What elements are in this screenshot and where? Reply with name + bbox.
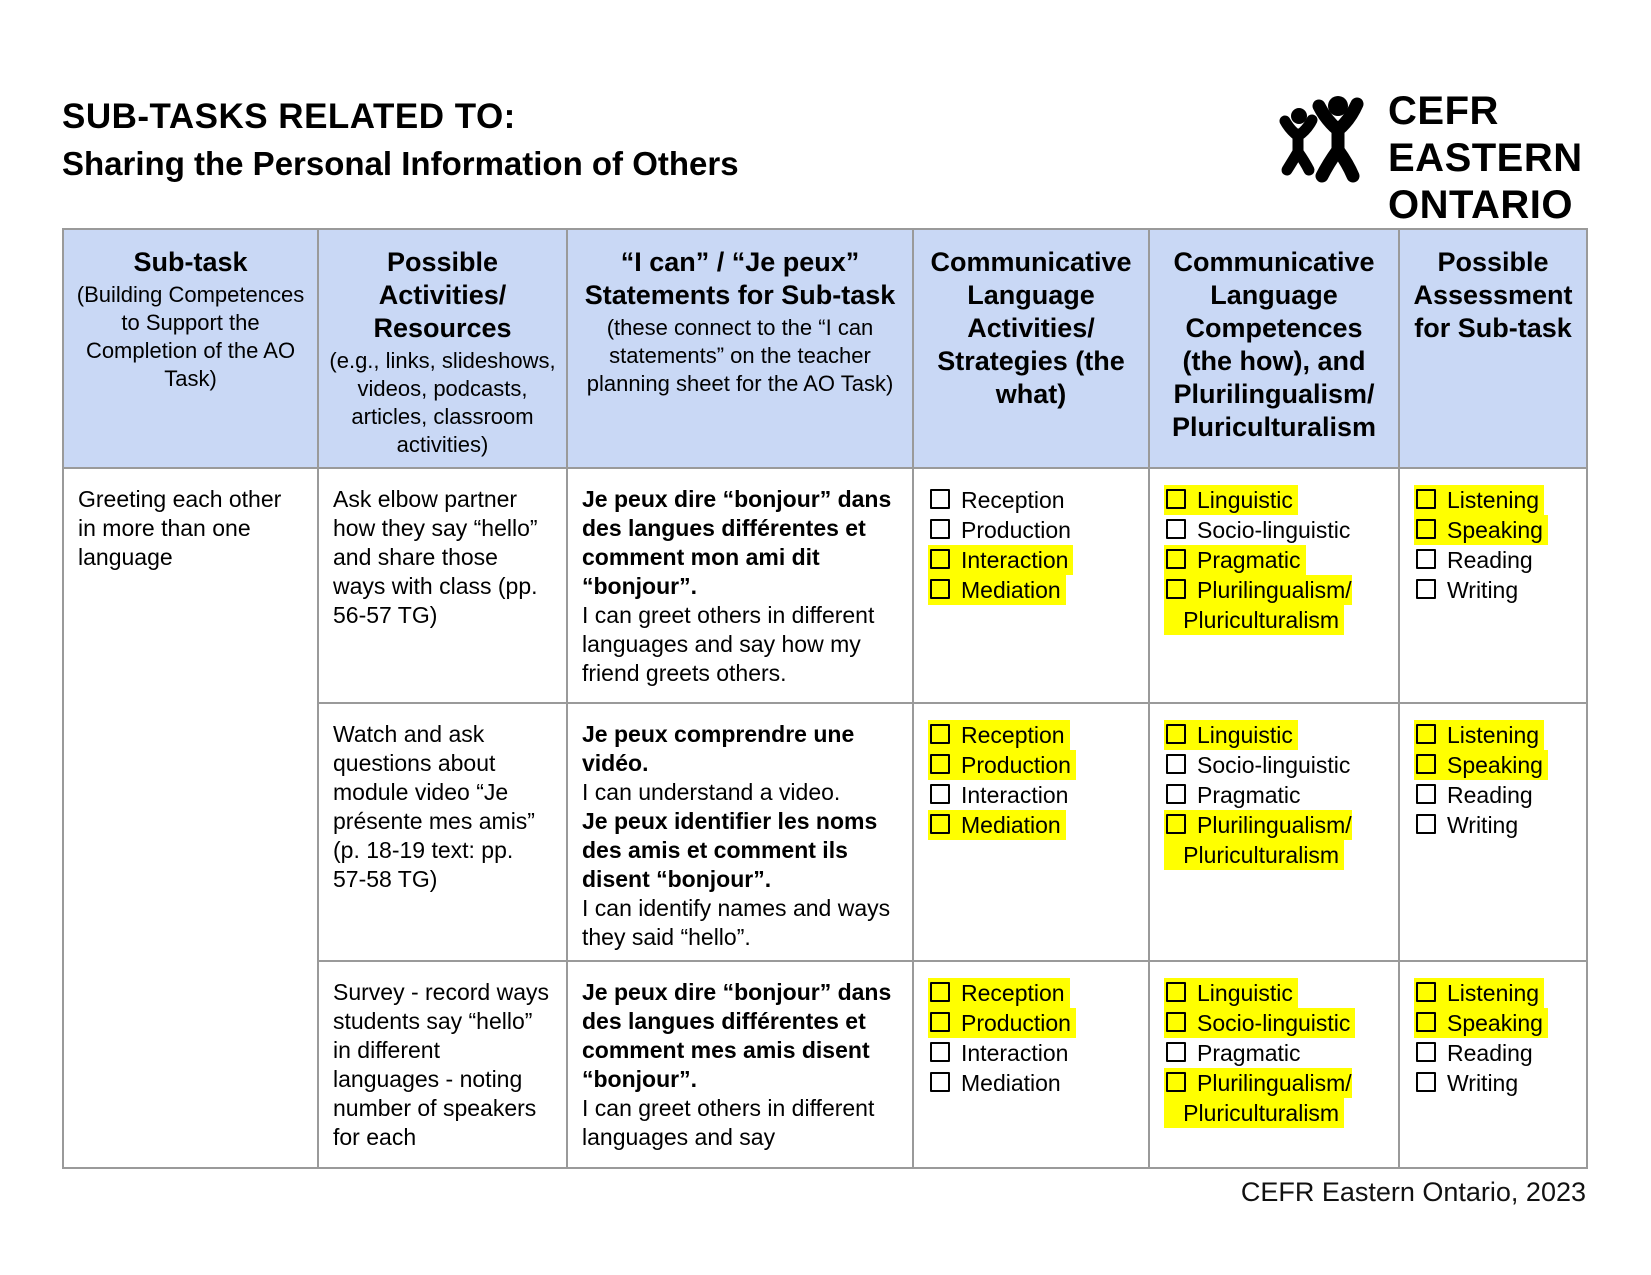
checkbox-icon[interactable] <box>1166 489 1186 509</box>
cell-statements <box>567 961 913 1168</box>
checkbox-icon[interactable] <box>1166 1072 1186 1092</box>
checklist-item <box>1414 515 1572 545</box>
option: Interaction <box>928 780 1073 810</box>
checklist-item <box>928 1008 1134 1038</box>
statement-french: Je peux dire “bonjour” dans des langues différentes et comment mes amis disent “bonjour”. <box>582 979 892 1092</box>
statement-english: I can greet others in different languages and say how my friend greets others. <box>582 602 875 686</box>
highlighted-option: Linguistic <box>1164 720 1298 750</box>
checkbox-icon[interactable] <box>1416 784 1436 804</box>
cell-assessment <box>1399 468 1587 703</box>
checkbox-icon[interactable] <box>930 1042 950 1062</box>
checkbox-icon[interactable] <box>930 982 950 1002</box>
cell-assessment <box>1399 703 1587 961</box>
checklist-item <box>928 545 1134 575</box>
checkbox-icon[interactable] <box>1166 814 1186 834</box>
highlighted-option: Listening <box>1414 720 1544 750</box>
checklist-item <box>1164 575 1384 635</box>
header-title: Communicative Language Activities/ Strategies (the what) <box>930 247 1132 409</box>
highlighted-option: Reception <box>928 978 1070 1008</box>
header-title: Sub-task <box>133 247 248 277</box>
checklist-item <box>928 575 1134 605</box>
highlighted-option: Listening <box>1414 485 1544 515</box>
option: Pragmatic <box>1164 780 1306 810</box>
cell-competences <box>1149 468 1399 703</box>
checkbox-icon[interactable] <box>1416 489 1436 509</box>
highlighted-option: Speaking <box>1414 1008 1548 1038</box>
checkbox-icon[interactable] <box>1416 1072 1436 1092</box>
checklist-item <box>1414 1068 1572 1098</box>
checkbox-icon[interactable] <box>1416 1042 1436 1062</box>
highlighted-option: Linguistic <box>1164 978 1298 1008</box>
checklist-item <box>1414 780 1572 810</box>
checkbox-icon[interactable] <box>1416 724 1436 744</box>
option: Interaction <box>928 1038 1073 1068</box>
header-ican-statements <box>567 229 913 468</box>
checkbox-icon[interactable] <box>1416 814 1436 834</box>
checkbox-icon[interactable] <box>930 579 950 599</box>
header-assessment <box>1399 229 1587 468</box>
cell-competences <box>1149 961 1399 1168</box>
checkbox-icon[interactable] <box>930 724 950 744</box>
header-subtask <box>63 229 318 468</box>
checkbox-icon[interactable] <box>1166 519 1186 539</box>
checkbox-icon[interactable] <box>930 1072 950 1092</box>
cell-language-activities <box>913 468 1149 703</box>
cell-competences <box>1149 703 1399 961</box>
option: Reading <box>1414 780 1538 810</box>
checklist-item <box>1164 978 1384 1008</box>
checklist-item <box>1414 575 1572 605</box>
checklist-item <box>928 485 1134 515</box>
checklist-item <box>928 515 1134 545</box>
highlighted-option: Pragmatic <box>1164 545 1306 575</box>
checkbox-icon[interactable] <box>930 489 950 509</box>
checkbox-icon[interactable] <box>1166 1042 1186 1062</box>
highlighted-option: Mediation <box>928 810 1066 840</box>
checkbox-icon[interactable] <box>930 519 950 539</box>
page-title-line2: Sharing the Personal Information of Others <box>62 145 739 182</box>
statement-french: Je peux identifier les noms des amis et comment ils disent “bonjour”. <box>582 808 878 892</box>
header-title: “I can” / “Je peux” Statements for Sub-task <box>584 247 896 310</box>
option: Reception <box>928 485 1070 515</box>
highlighted-option: Speaking <box>1414 515 1548 545</box>
checkbox-icon[interactable] <box>930 549 950 569</box>
subtasks-table <box>62 228 1588 1169</box>
header-title: Possible Assessment for Sub-task <box>1413 247 1573 343</box>
checklist-item <box>1164 720 1384 750</box>
statement-english: I can greet others in different languages and say <box>582 1095 875 1150</box>
cell-statements <box>567 703 913 961</box>
checklist-item <box>1164 1068 1384 1128</box>
highlighted-option: Plurilingualism/ Pluriculturalism <box>1164 1070 1352 1126</box>
checklist-item <box>928 750 1134 780</box>
checkbox-icon[interactable] <box>1166 1012 1186 1032</box>
checkbox-icon[interactable] <box>930 1012 950 1032</box>
header-title: Communicative Language Competences (the how), and Plurilingualism/ Pluriculturalism <box>1171 247 1377 442</box>
checkbox-icon[interactable] <box>930 814 950 834</box>
cell-language-activities <box>913 703 1149 961</box>
page-title-line1: SUB-TASKS RELATED TO: <box>62 97 516 136</box>
checkbox-icon[interactable] <box>1416 549 1436 569</box>
checklist-item <box>1414 1008 1572 1038</box>
checklist-item <box>1164 750 1384 780</box>
checkbox-icon[interactable] <box>930 784 950 804</box>
highlighted-option: Listening <box>1414 978 1544 1008</box>
checklist-item <box>1414 720 1572 750</box>
cell-subtask: Greeting each other in more than one language <box>63 468 318 1168</box>
checklist-item <box>928 1038 1134 1068</box>
option: Pragmatic <box>1164 1038 1306 1068</box>
cell-activity: Ask elbow partner how they say “hello” and share those ways with class (pp. 56-57 TG) <box>318 468 567 703</box>
checkbox-icon[interactable] <box>1166 549 1186 569</box>
option: Writing <box>1414 1068 1523 1098</box>
page-title <box>62 96 739 184</box>
table-row <box>63 468 1587 703</box>
logo-line-ontario: ONTARIO <box>1388 183 1573 227</box>
highlighted-option: Reception <box>928 720 1070 750</box>
highlighted-option: Interaction <box>928 545 1073 575</box>
checkbox-icon[interactable] <box>1166 724 1186 744</box>
cell-statements <box>567 468 913 703</box>
option: Mediation <box>928 1068 1066 1098</box>
logo-wordmark <box>1388 88 1583 229</box>
checklist-item <box>1164 485 1384 515</box>
cefr-logo <box>1278 88 1583 229</box>
checkbox-icon[interactable] <box>1416 754 1436 774</box>
checkbox-icon[interactable] <box>1416 519 1436 539</box>
option: Socio-linguistic <box>1164 515 1355 545</box>
checklist-item <box>1414 545 1572 575</box>
option: Writing <box>1414 810 1523 840</box>
header-title: Possible Activities/ Resources <box>373 247 512 343</box>
checkbox-icon[interactable] <box>1166 754 1186 774</box>
header-subtitle: (these connect to the “I can statements” on the teacher planning sheet for the AO Task) <box>586 315 894 396</box>
highlighted-option: Speaking <box>1414 750 1548 780</box>
checklist-item <box>928 810 1134 840</box>
highlighted-option: Linguistic <box>1164 485 1298 515</box>
highlighted-option: Socio-linguistic <box>1164 1008 1355 1038</box>
cell-activity: Survey - record ways students say “hello” in different languages - noting number of speakers for each <box>318 961 567 1168</box>
header-activities-resources <box>318 229 567 468</box>
checklist-item <box>928 780 1134 810</box>
header-language-competences <box>1149 229 1399 468</box>
table-header-row <box>63 229 1587 468</box>
option: Writing <box>1414 575 1523 605</box>
checklist-item <box>928 978 1134 1008</box>
footer-credit: CEFR Eastern Ontario, 2023 <box>1240 1177 1586 1207</box>
checkbox-icon[interactable] <box>1416 1012 1436 1032</box>
statement-english: I can understand a video. <box>582 779 841 805</box>
checklist-item <box>928 1068 1134 1098</box>
checklist-item <box>1164 780 1384 810</box>
checkbox-icon[interactable] <box>1166 784 1186 804</box>
checklist-item <box>1164 810 1384 870</box>
checklist-item <box>1414 810 1572 840</box>
checklist-item <box>1164 515 1384 545</box>
checklist-item <box>1164 545 1384 575</box>
people-jumping-icon <box>1278 88 1378 186</box>
highlighted-option: Mediation <box>928 575 1066 605</box>
option: Socio-linguistic <box>1164 750 1355 780</box>
checkbox-icon[interactable] <box>1416 579 1436 599</box>
statement-french: Je peux dire “bonjour” dans des langues différentes et comment mon ami dit “bonjour”. <box>582 486 892 599</box>
header-language-activities <box>913 229 1149 468</box>
header-subtitle: (Building Competences to Support the Completion of the AO Task) <box>76 282 305 391</box>
cell-assessment <box>1399 961 1587 1168</box>
highlighted-option: Production <box>928 750 1076 780</box>
highlighted-option: Plurilingualism/ Pluriculturalism <box>1164 812 1352 868</box>
option: Reading <box>1414 1038 1538 1068</box>
option: Reading <box>1414 545 1538 575</box>
checklist-item <box>1414 750 1572 780</box>
cell-language-activities <box>913 961 1149 1168</box>
statement-french: Je peux comprendre une vidéo. <box>582 721 855 776</box>
checkbox-icon[interactable] <box>930 754 950 774</box>
checklist-item <box>1164 1038 1384 1068</box>
checklist-item <box>1164 1008 1384 1038</box>
checkbox-icon[interactable] <box>1166 982 1186 1002</box>
logo-line-eastern: EASTERN <box>1388 136 1583 180</box>
highlighted-option: Plurilingualism/ Pluriculturalism <box>1164 577 1352 633</box>
checklist-item <box>1414 978 1572 1008</box>
header-subtitle: (e.g., links, slideshows, videos, podcasts, articles, classroom activities) <box>329 348 556 457</box>
checkbox-icon[interactable] <box>1166 579 1186 599</box>
highlighted-option: Production <box>928 1008 1076 1038</box>
checklist-item <box>1414 1038 1572 1068</box>
checklist-item <box>1414 485 1572 515</box>
checkbox-icon[interactable] <box>1416 982 1436 1002</box>
cell-activity: Watch and ask questions about module video “Je présente mes amis” (p. 18-19 text: pp. 57-58 TG) <box>318 703 567 961</box>
statement-english: I can identify names and ways they said “hello”. <box>582 895 891 950</box>
option: Production <box>928 515 1076 545</box>
logo-line-cefr: CEFR <box>1388 89 1499 133</box>
checklist-item <box>928 720 1134 750</box>
